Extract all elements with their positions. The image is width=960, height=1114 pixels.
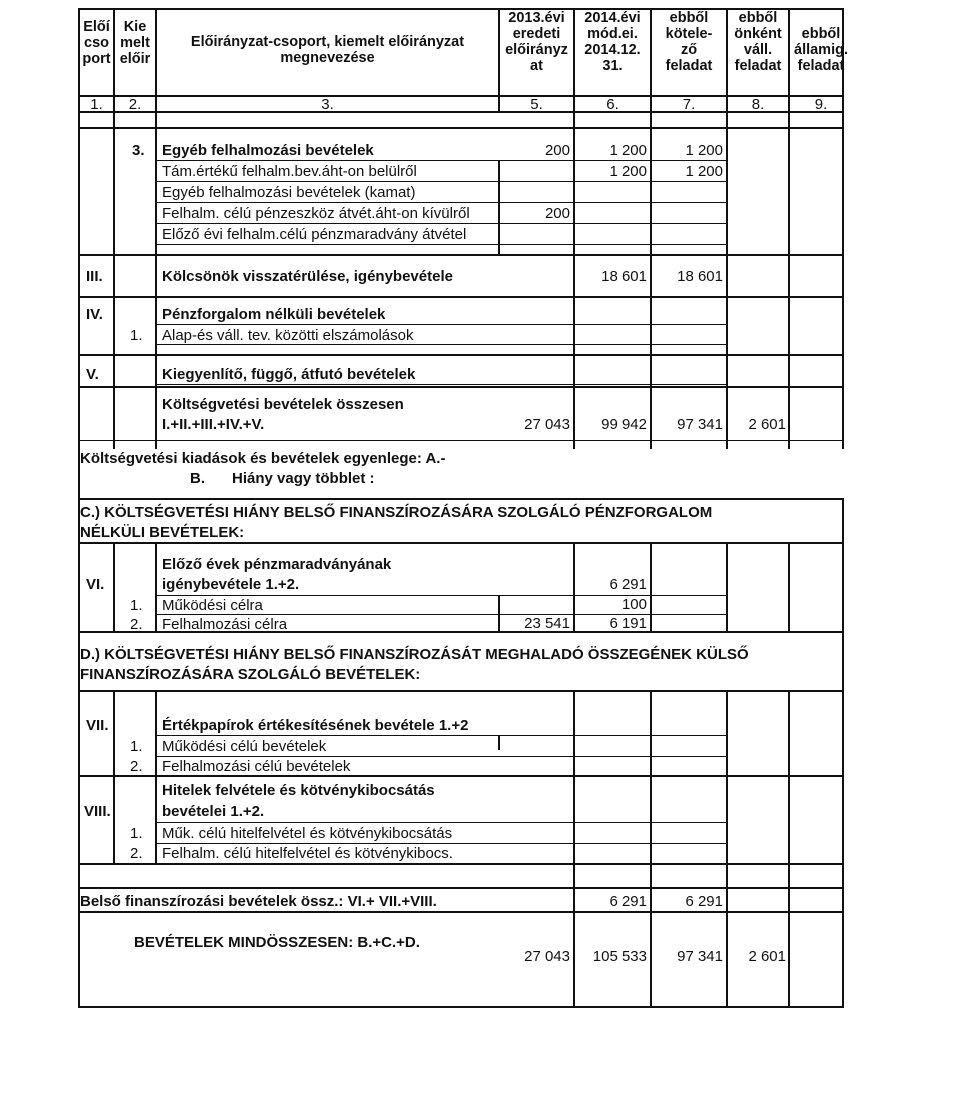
row-title: Értékpapírok értékesítésének bevétele 1.+2	[162, 717, 469, 734]
table-border	[726, 111, 728, 449]
row-title: Egyéb felhalmozási bevételek	[162, 142, 374, 159]
col-number: 3.	[321, 96, 334, 113]
table-row-label: Felhalmozási célra	[162, 616, 288, 633]
header-col1: Előí cso port	[82, 19, 111, 67]
balance-label: B.	[190, 470, 205, 487]
col-number: 5.	[530, 96, 543, 113]
cell-value: 97 341	[677, 416, 723, 433]
table-border	[498, 735, 500, 750]
table-border	[157, 735, 727, 736]
table-border	[157, 244, 727, 245]
table-border	[157, 843, 727, 844]
row-title: Előző évek pénzmaradványának	[162, 556, 392, 573]
table-border	[726, 542, 728, 632]
col-number: 7.	[682, 96, 696, 113]
table-border	[157, 384, 727, 385]
col-number: 6.	[606, 96, 619, 113]
table-border	[155, 690, 157, 865]
balance-label: Költségvetési kiadások és bevételek egyenlege: A.-	[80, 450, 446, 467]
table-border	[113, 542, 115, 632]
cell-value: 2 601	[748, 416, 786, 433]
table-row-label: Egyéb felhalmozási bevételek (kamat)	[162, 184, 416, 201]
table-border	[78, 911, 844, 913]
table-row-label: Műk. célú hitelfelvétel és kötvénykibocsátás	[162, 825, 453, 842]
section-heading: NÉLKÜLI BEVÉTELEK:	[80, 524, 245, 541]
table-border	[78, 386, 844, 388]
cell-value: 6 191	[609, 615, 647, 632]
table-row-label: Felhalm. célú pénzeszköz átvét.áht-on kívülről	[162, 205, 470, 222]
header-col2: Kie melt előir	[119, 19, 151, 67]
table-row-label: Alap-és váll. tev. közötti elszámolások	[162, 327, 414, 344]
table-border	[157, 756, 727, 757]
row-number: 1.	[130, 825, 143, 842]
row-number: V.	[86, 366, 99, 383]
table-border	[157, 344, 727, 345]
table-row-label: Tám.értékű felhalm.bev.áht-on belülről	[162, 163, 417, 180]
table-border	[157, 223, 727, 224]
col-number: 2.	[128, 96, 142, 113]
row-title: Hitelek felvétele és kötvénykibocsátás	[162, 782, 435, 799]
table-border	[842, 111, 844, 449]
table-border	[650, 542, 652, 632]
table-border	[788, 690, 790, 1008]
row-title: igénybevétele 1.+2.	[162, 576, 300, 593]
header-col8: ebből államig. feladat	[794, 26, 848, 74]
table-border	[842, 631, 844, 1008]
row-number: VI.	[86, 576, 105, 593]
header-col6: ebből kötele- ző feladat	[665, 10, 713, 74]
cell-value: 105 533	[592, 948, 647, 965]
section-heading: FINANSZÍROZÁSÁRA SZOLGÁLÓ BEVÉTELEK:	[80, 666, 421, 683]
cell-value: 6 291	[685, 893, 723, 910]
header-col7: ebből önként váll. feladat	[734, 10, 782, 74]
cell-value: 97 341	[677, 948, 723, 965]
header-col4: 2013.évi eredeti előirányz at	[505, 10, 568, 74]
table-border	[157, 202, 727, 203]
table-border	[157, 324, 727, 325]
table-border	[78, 1006, 844, 1008]
cell-value: 1 200	[609, 163, 647, 180]
cell-value: 27 043	[524, 416, 570, 433]
table-border	[78, 690, 844, 692]
table-border	[788, 111, 790, 449]
row-title: Kiegyenlítő, függő, átfutó bevételek	[162, 366, 416, 383]
header-col5: 2014.évi mód.ei. 2014.12. 31.	[584, 10, 641, 74]
cell-value: 27 043	[524, 948, 570, 965]
row-number: 3.	[132, 142, 145, 159]
cell-value: 18 601	[677, 268, 723, 285]
table-border	[78, 354, 844, 356]
cell-value: 100	[621, 596, 647, 613]
table-row-label: Működési célú bevételek	[162, 738, 327, 755]
table-border	[78, 887, 844, 889]
total-label: I.+II.+III.+IV.+V.	[162, 416, 265, 433]
table-border	[155, 542, 157, 632]
cell-value: 18 601	[601, 268, 647, 285]
table-border	[78, 775, 844, 777]
cell-value: 6 291	[609, 576, 647, 593]
table-row-label: Felhalm. célú hitelfelvétel és kötvénykibocs.	[162, 845, 453, 862]
table-border	[78, 127, 844, 129]
section-heading: C.) KÖLTSÉGVETÉSI HIÁNY BELSŐ FINANSZÍROZÁSÁRA SZOLGÁLÓ PÉNZFORGALOM	[80, 504, 713, 521]
row-number: 2.	[130, 845, 143, 862]
row-number: 2.	[130, 616, 143, 633]
row-number: III.	[86, 268, 103, 285]
cell-value: 2 601	[748, 948, 786, 965]
cell-value: 200	[544, 142, 570, 159]
table-border	[157, 181, 727, 182]
table-border	[842, 498, 844, 632]
table-border	[113, 111, 115, 449]
row-number: VII.	[86, 717, 109, 734]
table-row-label: Felhalmozási célú bevételek	[162, 758, 351, 775]
col-number: 9.	[814, 96, 828, 113]
cell-value: 200	[544, 205, 570, 222]
row-number: IV.	[86, 306, 103, 323]
table-border	[113, 690, 115, 865]
table-border	[78, 498, 844, 500]
row-number: 1.	[130, 738, 143, 755]
col-number: 1.	[90, 96, 103, 113]
cell-value: 23 541	[524, 615, 570, 632]
cell-value: 6 291	[609, 893, 647, 910]
header-col3: Előirányzat-csoport, kiemelt előirányzat megnevezése	[190, 34, 465, 66]
table-border	[78, 863, 844, 865]
table-border	[788, 542, 790, 632]
cell-value: 1 200	[685, 163, 723, 180]
internal-financing-label: Belső finanszírozási bevételek össz.: VI.+ VII.+VIII.	[80, 893, 437, 910]
row-title: Kölcsönök visszatérülése, igénybevétele	[162, 268, 453, 285]
table-border	[78, 296, 844, 298]
grand-total-label: BEVÉTELEK MINDÖSSZESEN: B.+C.+D.	[134, 934, 420, 951]
row-number: VIII.	[84, 803, 111, 820]
table-border	[78, 440, 844, 441]
section-heading: D.) KÖLTSÉGVETÉSI HIÁNY BELSŐ FINANSZÍROZÁSÁT MEGHALADÓ ÖSSZEGÉNEK KÜLSŐ	[80, 646, 749, 663]
cell-value: 1 200	[609, 142, 647, 159]
table-border	[155, 111, 157, 449]
table-border	[78, 542, 844, 544]
cell-value: 99 942	[601, 416, 647, 433]
table-row-label: Működési célra	[162, 597, 263, 614]
table-row-label: Előző évi felhalm.célú pénzmaradvány átvétel	[162, 226, 467, 243]
table-border	[157, 822, 727, 823]
row-title: bevételei 1.+2.	[162, 803, 265, 820]
table-border	[157, 160, 727, 161]
total-label: Költségvetési bevételek összesen	[162, 396, 404, 413]
cell-value: 1 200	[685, 142, 723, 159]
table-border	[78, 254, 844, 256]
row-number: 1.	[130, 597, 143, 614]
row-title: Pénzforgalom nélküli bevételek	[162, 306, 386, 323]
row-number: 2.	[130, 758, 143, 775]
col-number: 8.	[751, 96, 765, 113]
balance-label: Hiány vagy többlet :	[232, 470, 375, 487]
row-number: 1.	[130, 327, 143, 344]
